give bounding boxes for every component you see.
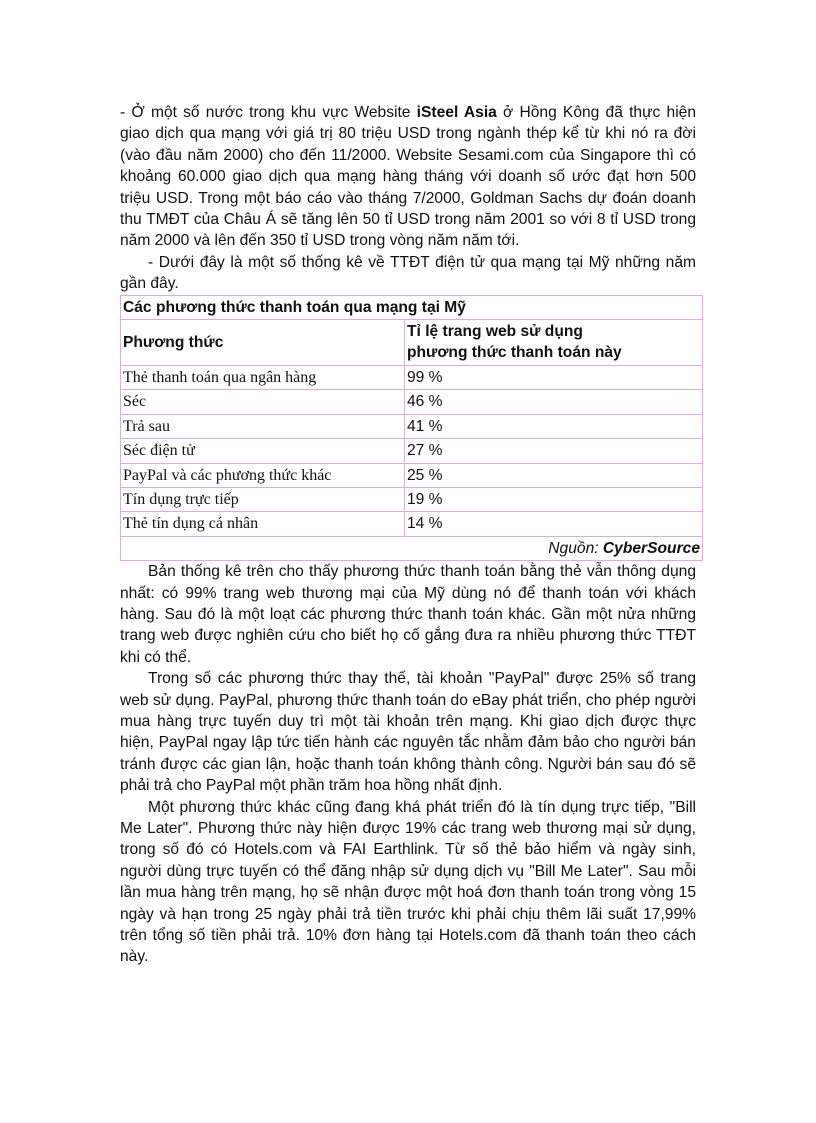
body-paragraph-2: Trong số các phương thức thay thế, tài khoản "PayPal" được 25% số trang web sử dụng. PayPal, phương thức thanh toán do eBay phát triển, cho phép người mua hàng trực tuyến duy trì một tài khoản trên mạng. Khi giao dịch được thực hiện, PayPal ngay lập tức tiến hành các nguyên tắc nhằm đảm bảo cho người bán tránh được các gian lận, hoặc thanh toán không thành công. Người bán sau đó sẽ phải trả cho PayPal một phần trăm hoa hồng nhất định. [120, 670, 696, 795]
method-cell: Trả sau [121, 414, 405, 438]
method-cell: PayPal và các phương thức khác [121, 463, 405, 487]
table-row [121, 463, 703, 487]
table-title: Các phương thức thanh toán qua mạng tại Mỹ [121, 295, 703, 319]
source-name: CyberSource [602, 539, 700, 557]
method-cell: Thẻ thanh toán qua ngân hàng [121, 365, 405, 389]
intro-text-rest: ở Hồng Kông đã thực hiện giao dịch qua mạng với giá trị 80 triệu USD trong ngành thép kể từ khi nó ra đời (vào đầu năm 2000) cho đến 11/2000. Website Sesami.com của Singapore thì có khoảng 60.000 giao dịch qua mạng hàng tháng với doanh số ước đạt hơn 500 triệu USD. Trong một báo cáo vào tháng 7/2000, Goldman Sachs dự đoán doanh thu TMĐT của Châu Á sẽ tăng lên 50 tỉ USD trong năm 2001 so với 8 tỉ USD trong năm 2000 và lên đến 350 tỉ USD trong vòng năm năm tới. [120, 104, 696, 250]
table-source-row [121, 536, 703, 560]
table-row [121, 487, 703, 511]
table-row [121, 390, 703, 414]
intro-paragraph-1 [120, 102, 696, 252]
percentage-cell: 27 % [405, 439, 703, 463]
table-row [121, 365, 703, 389]
table-row [121, 414, 703, 438]
table-row [121, 439, 703, 463]
percentage-cell: 99 % [405, 365, 703, 389]
payment-methods-table [120, 295, 703, 561]
table-header-row [121, 320, 703, 366]
method-cell: Tín dụng trực tiếp [121, 487, 405, 511]
percentage-cell: 25 % [405, 463, 703, 487]
isteel-asia-name: iSteel Asia [416, 104, 497, 121]
percentage-cell: 19 % [405, 487, 703, 511]
body-paragraph-3: Một phương thức khác cũng đang khá phát triển đó là tín dụng trực tiếp, "Bill Me Later". Phương thức này hiện được 19% các trang web thương mại sử dụng, trong số đó có Hotels.com và FAI Earthlink. Từ số thẻ bảo hiểm và ngày sinh, người dùng trực tuyến có thể đăng nhập sử dụng dịch vụ "Bill Me Later". Sau mỗi lần mua hàng trên mạng, họ sẽ nhận được một hoá đơn thanh toán trong vòng 15 ngày và hạn trong 25 ngày phải trả tiền trước khi phải chịu thêm lãi suất 17,99% trên tổng số tiền phải trả. 10% đơn hàng tại Hotels.com đã thanh toán theo cách này. [120, 798, 696, 966]
source-label: Nguồn: [548, 539, 603, 557]
method-cell: Séc điện tử [121, 439, 405, 463]
percentage-cell: 14 % [405, 512, 703, 536]
percentage-cell: 41 % [405, 414, 703, 438]
document-page [120, 102, 700, 968]
column-header-percentage: Tỉ lệ trang web sử dụng phương thức thanh toán này [405, 320, 703, 366]
column-header-method: Phương thức [121, 320, 405, 366]
body-paragraph-1: Bản thống kê trên cho thấy phương thức thanh toán bằng thẻ vẫn thông dụng nhất: có 99% trang web thương mại của Mỹ dùng nó để thanh toán với khách hàng. Sau đó là một loạt các phương thức thanh toán khác. Gần một nửa những trang web được nghiên cứu cho biết họ cố gắng đưa ra nhiều phương thức TTĐT khi có thể. [120, 563, 696, 666]
table-row [121, 512, 703, 536]
table-source [121, 536, 703, 560]
table-title-row [121, 295, 703, 319]
percentage-cell: 46 % [405, 390, 703, 414]
intro-paragraph-2: - Dưới đây là một số thống kê về TTĐT điện tử qua mạng tại Mỹ những năm gần đây. [120, 253, 696, 293]
intro-text: - Ở một số nước trong khu vực Website [120, 104, 417, 121]
method-cell: Thẻ tín dụng cá nhân [121, 512, 405, 536]
method-cell: Séc [121, 390, 405, 414]
